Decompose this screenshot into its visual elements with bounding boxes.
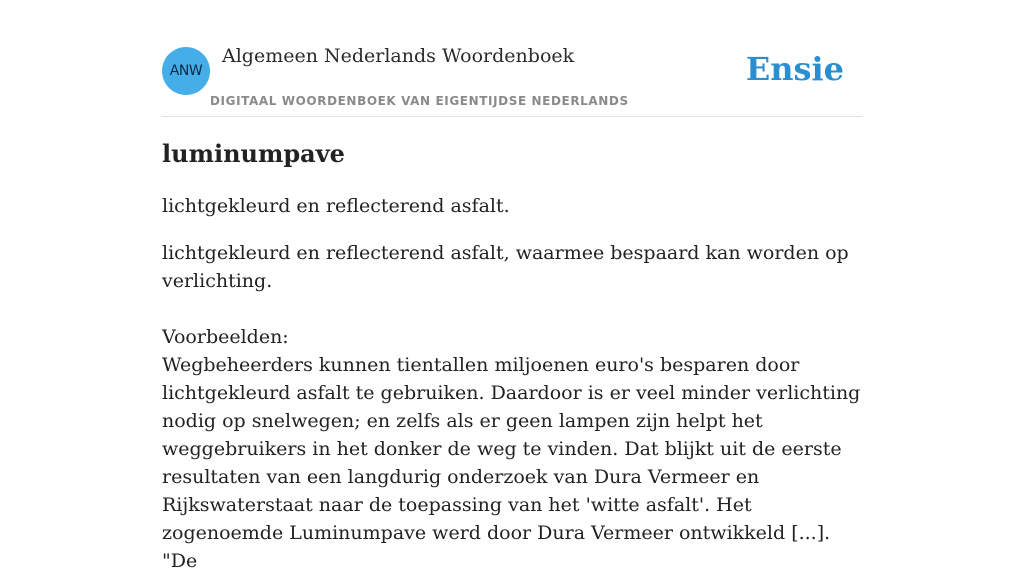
entry-content	[162, 138, 862, 575]
ensie-brand-logo[interactable]: Ensie	[745, 50, 844, 88]
entry-headword: luminumpave	[162, 139, 345, 168]
site-title[interactable]: Algemeen Nederlands Woordenboek	[222, 45, 575, 67]
anw-logo[interactable]: ANW	[162, 47, 210, 95]
short-definition: lichtgekleurd en reflecterend asfalt.	[162, 195, 510, 217]
site-header	[162, 0, 862, 117]
site-subtitle: DIGITAAL WOORDENBOEK VAN EIGENTIJDSE NEDERLANDS	[210, 94, 629, 108]
long-definition: lichtgekleurd en reflecterend asfalt, waarmee bespaard kan worden op verlichting.	[162, 242, 849, 292]
example-text: Wegbeheerders kunnen tientallen miljoenen euro's besparen door lichtgekleurd asfalt te gebruiken. Daardoor is er veel minder verlichting nodig op snelwegen; en zelfs als er geen lampen zijn helpt het weggebruikers in het donker de weg te vinden. Dat blijkt uit de eerste resultaten van een langdurig onderzoek van Dura Vermeer en Rijkswaterstaat naar de toepassing van het 'witte asfalt'. Het zogenoemde Luminumpave werd door Dura Vermeer ontwikkeld [...]. "De	[162, 354, 861, 572]
examples-heading: Voorbeelden:	[162, 326, 289, 348]
